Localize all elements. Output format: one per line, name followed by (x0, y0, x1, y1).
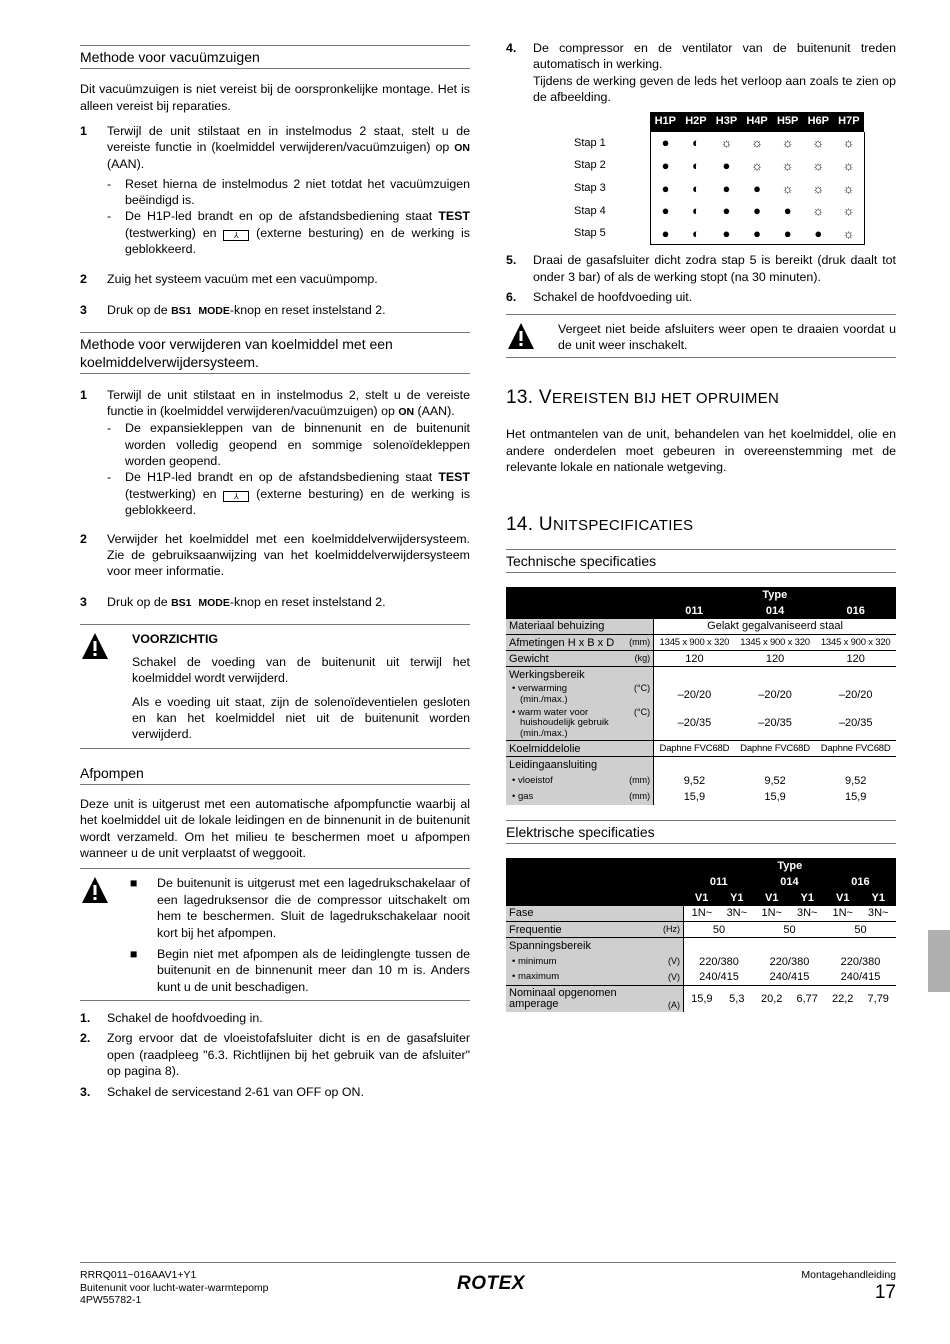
cell-value: 120 (735, 651, 816, 667)
cell-value: 9,52 (683, 774, 706, 787)
bullet-text: Begin niet met afpompen als de leidinglengte tussen de buitenunit en de binnenunit meer dan 10 m is. Anders kunt u de unit beschadigen. (157, 946, 470, 994)
cell-value: 22,2 (825, 986, 861, 1012)
heading-13 (506, 385, 896, 410)
cell-value: 120 (654, 651, 735, 667)
table-row (506, 773, 896, 789)
led-row (566, 177, 864, 200)
variant-header: V1 (754, 890, 790, 906)
led-state-icon: ☼ (834, 154, 865, 177)
led-state-icon: ☼ (834, 222, 865, 245)
step-text: Druk op de (107, 302, 172, 317)
cell-value: 1N~ (761, 907, 782, 920)
led-header: H4P (742, 112, 773, 132)
led-state-icon: ☼ (751, 135, 764, 151)
unit: (Hz) (653, 922, 683, 938)
step-text: Schakel de hoofdvoeding uit. (533, 290, 693, 305)
step-text: -knop en reset instelstand 2. (229, 594, 386, 609)
pumpdown-step-4 (506, 40, 896, 106)
step-text: Zuig het systeem vacuüm met een vacuümpomp. (107, 272, 378, 287)
mode-label: MODE (198, 304, 230, 317)
table-row (506, 922, 896, 938)
subsection-elec: Elektrische specificaties (506, 820, 896, 844)
led-header: H3P (711, 112, 742, 132)
led-state-icon: ◐ (691, 180, 700, 196)
step-text: De compressor en de ventilator van de buitenunit treden automatisch in werking. (533, 41, 896, 72)
on-label: ON (454, 142, 470, 155)
unit: (°C) (624, 707, 653, 741)
cell-value: 15,9 (764, 790, 786, 803)
recovery-step-3 (80, 594, 470, 611)
row-label: Materiaal behuizing (506, 619, 654, 635)
sub-item (107, 420, 470, 469)
sub-item-text: (externe besturing) en de werking is geblokkeerd. (125, 225, 470, 257)
led-state-icon: ● (650, 222, 681, 245)
table-row (506, 635, 896, 651)
step-number: 5. (506, 253, 517, 268)
cell-value: –20/35 (838, 717, 873, 730)
table-row (506, 970, 896, 986)
table-row (506, 651, 896, 667)
cell-value: 240/415 (769, 971, 810, 984)
variant-header: V1 (825, 890, 861, 906)
led-state-icon: ☼ (781, 135, 794, 151)
table-row (506, 667, 896, 683)
cell-value: 15,9 (684, 986, 720, 1012)
cell-value: 7,79 (860, 986, 896, 1012)
cell-value: Daphne FVC68D (654, 741, 735, 757)
heading-number: 13. (506, 387, 534, 409)
model-header: 014 (754, 874, 825, 890)
led-header: H7P (834, 112, 865, 132)
sub-item-text: (externe besturing) en de werking is geblokkeerd. (125, 486, 470, 518)
sub-item-text: De expansiekleppen van de binnenunit en de buitenunit worden volledig geopend en sommige solenoïdekleppen worden geopend. (125, 421, 470, 469)
step-number: 1 (80, 123, 87, 138)
external-control-icon: ⅄ (223, 491, 249, 502)
chapter-tab (928, 930, 950, 992)
row-label: • gas (506, 789, 624, 805)
footer-desc: Buitenunit voor lucht-water-warmtepomp (80, 1281, 269, 1294)
test-label: TEST (438, 209, 470, 224)
led-state-icon: ● (711, 222, 742, 245)
step-text: Draai de gasafsluiter dicht zodra stap 5 is bereikt (druk daalt tot onder 3 bar) of als de werking stopt (na 30 minuten). (533, 253, 896, 284)
vacuum-step-2 (80, 271, 470, 287)
table-row (506, 683, 896, 707)
vacuum-step-1 (80, 123, 470, 257)
dash: - (107, 176, 112, 191)
page-number: 17 (874, 1281, 896, 1303)
pumpdown-warning-box (80, 868, 470, 1001)
step-text: Druk op de (107, 594, 172, 609)
unit: (V) (653, 954, 683, 970)
led-state-icon: ☼ (834, 177, 865, 200)
row-label-text: (min./max.) (520, 693, 568, 705)
subsection-tech: Technische specificaties (506, 549, 896, 573)
led-header-row (566, 112, 864, 132)
cell-value: –20/35 (758, 717, 792, 730)
cell-value: 50 (754, 922, 825, 938)
led-state-icon: ☼ (812, 180, 825, 196)
unit: (mm) (624, 789, 653, 805)
pumpdown-step-3 (80, 1084, 470, 1100)
bs1-label: BS1 (171, 596, 192, 609)
warning-icon (80, 631, 132, 743)
model-header: 016 (825, 874, 896, 890)
step-text: Tijdens de werking geven de leds het verloop aan zoals te zien op de afbeelding. (533, 73, 896, 105)
unit: (mm) (624, 773, 653, 789)
row-label: • vloeistof (506, 773, 624, 789)
disposal-text: Het ontmantelen van de unit, behandelen van het koelmiddel, olie en andere onderdelen moet gebeuren in overeenstemming met de relevante lokale en nationale wetgeving. (506, 427, 896, 475)
step-text: Schakel de hoofdvoeding in. (107, 1011, 263, 1026)
led-state-icon: ☼ (812, 157, 825, 173)
row-label: Leidingaansluiting (506, 757, 654, 773)
step-number: 2. (80, 1031, 91, 1046)
heading-text: EREISTEN BIJ HET OPRUIMEN (551, 390, 780, 408)
led-state-icon: ◐ (681, 222, 712, 245)
valve-warning-box (506, 314, 896, 359)
led-state-icon: ● (650, 132, 681, 155)
step-text: Verwijder het koelmiddel met een koelmiddelverwijdersysteem. Zie de gebruiksaanwijzing van het koelmiddelverwijdersysteem voor meer informatie. (107, 531, 470, 579)
cell-value: 3N~ (796, 907, 818, 920)
led-row-label: Stap 2 (574, 159, 606, 172)
cell-value: 6,77 (789, 986, 825, 1012)
led-row-label: Stap 4 (574, 204, 606, 217)
row-label: Werkingsbereik (506, 667, 654, 683)
recovery-step-2 (80, 531, 470, 580)
led-header: H2P (681, 112, 712, 132)
step-number: 2 (80, 531, 87, 546)
led-state-icon: ● (753, 180, 761, 196)
pumpdown-intro: Deze unit is uitgerust met een automatische afpompfunctie waarbij al het koelmiddel uit de lokale leidingen en de binnenunit in de buitenunit wordt verzameld. Om het milieu te beschermen moet u afpompen wanneer u de unit verplaatst of weggooit. (80, 796, 470, 861)
row-label-text: Nominaal opgenomen (509, 987, 617, 1000)
sub-item-text: (testwerking) en (125, 486, 224, 501)
step-number: 3 (80, 594, 87, 609)
table-row (506, 757, 896, 773)
pumpdown-step-6 (506, 289, 896, 305)
led-state-icon: ● (650, 177, 681, 200)
cell-value: 1345 x 900 x 320 (654, 635, 735, 651)
step-text: Terwijl de unit stilstaat en in instelmodus 2 staat, stelt u de vereiste functie in (koelmiddel verwijderen/vacuümzuigen) op (107, 123, 470, 155)
unit: (kg) (624, 651, 653, 667)
bullet-item (130, 946, 470, 995)
led-state-icon: ● (772, 222, 803, 245)
heading-14 (506, 512, 896, 537)
cell-value: 3N~ (726, 907, 748, 920)
section-title-recovery: Methode voor verwijderen van koelmiddel met een koelmiddelverwijdersysteem. (80, 332, 470, 374)
cell-value: Daphne FVC68D (815, 741, 896, 757)
led-header: H5P (772, 112, 803, 132)
row-label: Gewicht (506, 651, 624, 667)
row-label-text: huishoudelijk gebruik (520, 717, 609, 729)
led-state-icon: ● (753, 203, 761, 219)
led-row (566, 132, 864, 155)
table-row (506, 906, 896, 922)
led-state-icon: ● (722, 203, 731, 219)
type-header: Type (654, 587, 896, 603)
led-state-icon: ◐ (691, 135, 700, 151)
cell-value: 240/415 (699, 971, 739, 984)
pumpdown-step-5 (506, 252, 896, 285)
led-state-icon: ☼ (781, 157, 794, 173)
step-number: 1 (80, 388, 87, 403)
cell-value: 15,9 (844, 790, 867, 803)
mode-label: MODE (198, 596, 230, 609)
cell-value: 240/415 (840, 971, 881, 984)
warning-icon (506, 321, 558, 354)
cell-value: Daphne FVC68D (735, 741, 816, 757)
unit: (°C) (624, 683, 653, 707)
table-row (506, 741, 896, 757)
table-row (506, 789, 896, 805)
step-text: Zorg ervoor dat de vloeistofafsluiter dicht is en de gasafsluiter open (raadpleeg "6.3. Richtlijnen bij het gebruik van de afsluiter" op pagina 8). (107, 1031, 470, 1079)
led-state-icon: ● (650, 154, 681, 177)
footer-manual: Montagehandleiding (801, 1269, 896, 1281)
row-label-text: • verwarming (512, 683, 568, 695)
cell-value: 220/380 (769, 955, 810, 968)
cell-value: 5,3 (720, 986, 754, 1012)
sub-item-text: (testwerking) en (125, 225, 224, 240)
on-label: ON (398, 406, 415, 419)
footer (80, 1262, 896, 1307)
led-state-icon: ● (742, 222, 773, 245)
dash: - (107, 209, 112, 224)
external-control-icon: ⅄ (223, 230, 249, 241)
led-state-icon: ☼ (781, 180, 794, 196)
cell-value: –20/20 (838, 688, 873, 701)
row-label: Spanningsbereik (506, 938, 684, 954)
led-state-icon: ☼ (834, 132, 865, 155)
row-label (506, 707, 624, 741)
variant-header: V1 (684, 890, 720, 906)
bullet-item (130, 875, 470, 941)
sub-item (107, 469, 470, 518)
step-number: 1. (80, 1011, 91, 1026)
step-number: 3 (80, 302, 87, 317)
table-row (506, 938, 896, 954)
row-label: • minimum (506, 954, 653, 970)
led-header: H6P (803, 112, 834, 132)
cell-value: 9,52 (844, 774, 867, 787)
heading-text: NITSPECIFICATIES (552, 516, 694, 534)
row-label: Koelmiddelolie (506, 741, 654, 757)
heading-text: V (538, 387, 552, 409)
cell-value: 3N~ (867, 907, 889, 920)
table-row (506, 619, 896, 635)
row-label-text: (min./max.) (520, 727, 568, 739)
step-text: -knop en reset instelstand 2. (229, 302, 386, 317)
row-label: Fase (506, 906, 684, 922)
step-text: Schakel de servicestand 2-61 van OFF op ON. (107, 1084, 364, 1099)
caution-title: VOORZICHTIG (132, 631, 219, 646)
bullet-text: De buitenunit is uitgerust met een lagedrukschakelaar of een lagedruksensor die de compressor uitschakelt om hem te beschermen. Sluit de lagedrukschakelaar nooit kort bij het afpompen. (157, 876, 470, 940)
model-header: 011 (654, 603, 735, 619)
dash: - (107, 470, 112, 485)
step-text: (AAN). (107, 157, 145, 172)
cell-value: 50 (684, 922, 754, 938)
step-number: 6. (506, 290, 517, 305)
led-state-icon: ● (650, 200, 681, 223)
unit: (A) (653, 986, 683, 1012)
sub-item (107, 208, 470, 257)
cell-value: 50 (825, 922, 896, 938)
footer-code: 4PW55782-1 (80, 1294, 142, 1307)
section-title-pumpdown: Afpompen (80, 762, 470, 785)
row-label: Afmetingen H x B x D (506, 635, 624, 651)
cell-value: Gelakt gegalvaniseerd staal (707, 620, 843, 633)
cell-value: 1345 x 900 x 320 (815, 635, 896, 651)
led-row-label: Stap 1 (574, 136, 606, 149)
led-row (566, 222, 864, 245)
led-row-label: Stap 5 (574, 227, 606, 240)
led-state-icon: ● (722, 157, 731, 173)
warning-icon (80, 875, 130, 995)
led-state-icon: ☼ (812, 203, 825, 219)
led-state-icon: ☼ (834, 200, 865, 223)
led-state-icon: ● (803, 222, 834, 245)
led-state-icon: ☼ (751, 157, 764, 173)
elec-spec-table (506, 858, 896, 1012)
sub-item (107, 176, 470, 209)
row-label: • maximum (506, 970, 653, 986)
led-table (566, 112, 865, 246)
cell-value: 1N~ (691, 907, 713, 920)
led-state-icon: ● (722, 180, 731, 196)
vacuum-step-3 (80, 302, 470, 319)
sub-item-text: Reset hierna de instelmodus 2 niet totdat het vacuümzuigen beëindigd is. (125, 176, 470, 207)
heading-text: U (538, 513, 553, 535)
cell-value: 15,9 (683, 790, 706, 803)
variant-header: Y1 (720, 890, 754, 906)
pumpdown-step-1 (80, 1010, 470, 1026)
led-row-label: Stap 3 (574, 181, 606, 194)
right-column (506, 40, 896, 1012)
type-header: Type (684, 858, 896, 874)
table-row (506, 954, 896, 970)
rotex-logo: ROTEX (457, 1273, 525, 1294)
led-state-icon: ◐ (691, 203, 700, 219)
model-header: 011 (684, 874, 754, 890)
bs1-label: BS1 (171, 304, 192, 317)
step-number: 4. (506, 41, 517, 55)
cell-value: 1N~ (832, 907, 853, 920)
cell-value: 120 (815, 651, 896, 667)
step-text: Terwijl de unit stilstaat en in instelmodus 2, stelt u de vereiste functie in (koelmiddel verwijderen/vacuümzuigen) op (107, 388, 470, 419)
unit: (mm) (624, 635, 653, 651)
tech-spec-table (506, 587, 896, 805)
led-header: H1P (650, 112, 681, 132)
led-state-icon: ☼ (812, 135, 825, 151)
table-row (506, 707, 896, 741)
variant-header: Y1 (860, 890, 896, 906)
cell-value: –20/20 (758, 688, 792, 701)
sub-item-text: De H1P-led brandt en op de afstandsbediening staat (125, 470, 439, 485)
model-header: 014 (735, 603, 816, 619)
caution-text: Als e voeding uit staat, zijn de solenoïdeventielen gesloten en kan het koelmiddel niet uit de buitenunit worden verwijderd. (132, 694, 470, 742)
led-state-icon: ● (783, 203, 792, 219)
row-label (506, 683, 624, 707)
dash: - (107, 421, 112, 436)
footer-model: RRRQ011~016AAV1+Y1 (80, 1269, 197, 1281)
recovery-step-1 (80, 387, 470, 518)
step-number: 3. (80, 1084, 91, 1099)
vacuum-intro: Dit vacuümzuigen is niet vereist bij de oorspronkelijke montage. Het is alleen vereist bij reparaties. (80, 82, 470, 113)
step-text: (AAN). (414, 404, 455, 419)
unit: (V) (653, 970, 683, 986)
section-title-vacuum: Methode voor vacuümzuigen (80, 45, 470, 69)
row-label: Frequentie (506, 922, 653, 938)
variant-header: Y1 (789, 890, 825, 906)
pumpdown-step-2 (80, 1030, 470, 1079)
cell-value: 20,2 (754, 986, 790, 1012)
row-label-text: amperage (509, 998, 559, 1011)
led-state-icon: ◐ (691, 157, 700, 173)
left-column (80, 40, 470, 1100)
square-bullet-icon: ■ (130, 946, 138, 961)
sub-item-text: De H1P-led brandt en op de afstandsbediening staat (125, 209, 439, 224)
caution-text: Schakel de voeding van de buitenunit uit terwijl het koelmiddel wordt verwijderd. (132, 654, 470, 686)
test-label: TEST (438, 470, 470, 485)
cell-value: 1345 x 900 x 320 (735, 635, 816, 651)
heading-number: 14. (506, 513, 534, 535)
led-row (566, 200, 864, 223)
table-row (506, 986, 896, 1012)
cell-value: 9,52 (764, 774, 786, 787)
cell-value: 220/380 (840, 955, 881, 968)
led-state-icon: ☼ (720, 135, 733, 151)
step-number: 2 (80, 272, 87, 287)
led-row (566, 154, 864, 177)
row-label (506, 986, 653, 1012)
model-header: 016 (815, 603, 896, 619)
cell-value: –20/20 (677, 688, 712, 701)
warning-text: Vergeet niet beide afsluiters weer open te draaien voordat u de unit weer inschakelt. (558, 321, 896, 352)
caution-box (80, 624, 470, 749)
cell-value: –20/35 (677, 717, 712, 730)
row-label-text: • warm water voor (512, 706, 589, 718)
cell-value: 220/380 (699, 955, 739, 968)
square-bullet-icon: ■ (130, 876, 138, 891)
